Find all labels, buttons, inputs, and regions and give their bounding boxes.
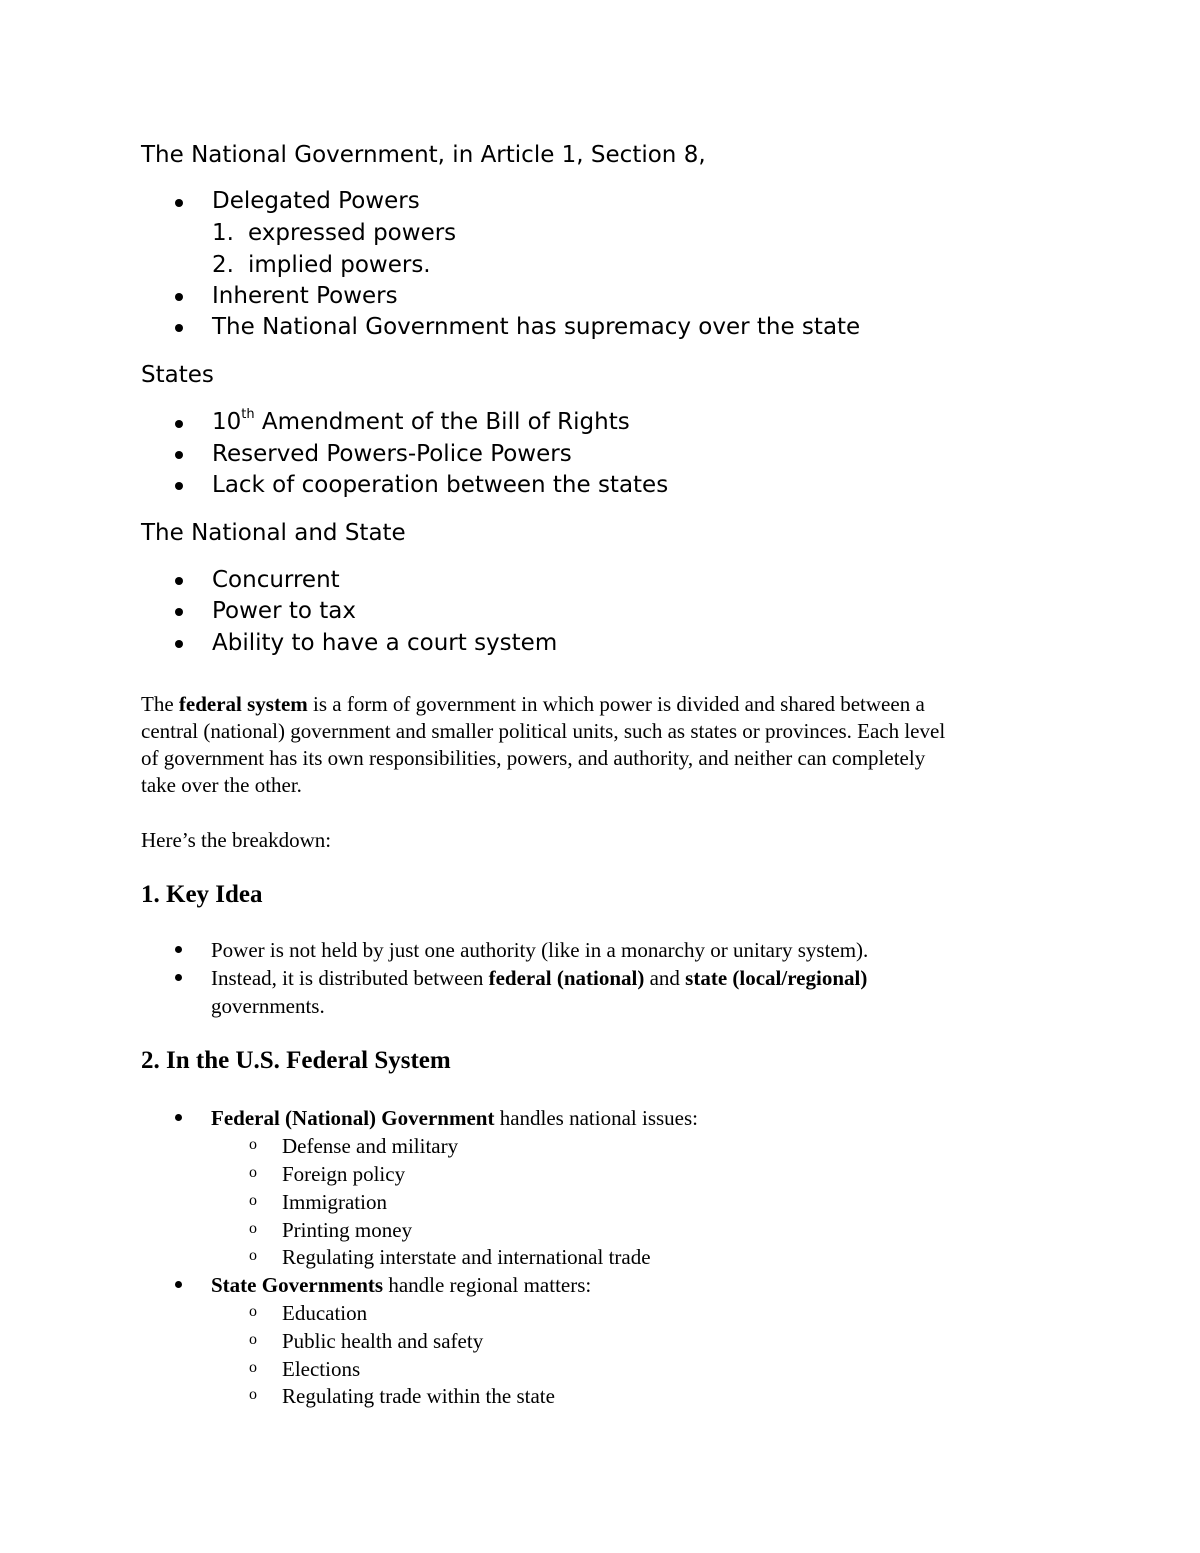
sub-list-item: Immigration	[282, 1190, 387, 1214]
sub-list-item: Elections	[282, 1357, 361, 1381]
circle-bullet-icon: o	[249, 1359, 257, 1376]
circle-bullet-icon: o	[249, 1136, 257, 1153]
list-item: The National Government has supremacy over the state	[212, 314, 861, 340]
list-item: Ability to have a court system	[212, 630, 558, 656]
bullet-icon	[175, 974, 182, 981]
circle-bullet-icon: o	[249, 1386, 257, 1403]
bullet-icon	[175, 482, 183, 490]
sub-list-item: Defense and military	[282, 1134, 459, 1158]
sub-list-item: Regulating interstate and international trade	[282, 1245, 651, 1269]
sub-list-item: Public health and safety	[282, 1329, 484, 1353]
circle-bullet-icon: o	[249, 1247, 257, 1264]
bullet-icon	[175, 199, 183, 207]
bullet-icon	[175, 608, 183, 616]
list-item: Power to tax	[212, 598, 356, 624]
bullet-icon	[175, 946, 182, 953]
section-title: States	[141, 362, 214, 388]
list-item: 10th Amendment of the Bill of Rights	[212, 407, 630, 435]
bullet-icon	[175, 1114, 182, 1121]
sub-list-item: Regulating trade within the state	[282, 1384, 555, 1408]
heading-us-federal-system: 2. In the U.S. Federal System	[141, 1047, 451, 1074]
circle-bullet-icon: o	[249, 1303, 257, 1320]
circle-bullet-icon: o	[249, 1192, 257, 1209]
list-item: Power is not held by just one authority (like in a monarchy or unitary system).	[211, 938, 869, 962]
list-item: Instead, it is distributed between federal (national) and state (local/regional)	[211, 966, 868, 990]
list-item: Inherent Powers	[212, 283, 398, 309]
sub-list-item: Foreign policy	[282, 1162, 406, 1186]
sub-list-item: Printing money	[282, 1218, 413, 1242]
list-item: Reserved Powers-Police Powers	[212, 441, 572, 467]
bullet-icon	[175, 293, 183, 301]
list-item: Federal (National) Government handles national issues:	[211, 1106, 699, 1130]
circle-bullet-icon: o	[249, 1164, 257, 1181]
paragraph-line: central (national) government and smaller political units, such as states or provinces. Each level	[141, 719, 946, 743]
bullet-icon	[175, 1281, 182, 1288]
list-item: Concurrent	[212, 567, 340, 593]
bullet-icon	[175, 640, 183, 648]
list-item: Lack of cooperation between the states	[212, 472, 669, 498]
list-item: State Governments handle regional matters:	[211, 1273, 592, 1297]
paragraph-line: of government has its own responsibilities, powers, and authority, and neither can completely	[141, 746, 926, 770]
list-item-continuation: governments.	[211, 994, 325, 1018]
bullet-icon	[175, 324, 183, 332]
bullet-icon	[175, 577, 183, 585]
bullet-icon	[175, 420, 183, 428]
heading-key-idea: 1. Key Idea	[141, 881, 263, 908]
paragraph-line: take over the other.	[141, 773, 302, 797]
circle-bullet-icon: o	[249, 1220, 257, 1237]
section1-intro: The National Government, in Article 1, Section 8,	[141, 142, 706, 168]
list-item: Delegated Powers	[212, 188, 420, 214]
paragraph-line: The federal system is a form of government in which power is divided and shared between a	[141, 692, 925, 716]
list-item: expressed powers	[248, 220, 457, 246]
bullet-icon	[175, 451, 183, 459]
list-item: implied powers.	[248, 252, 431, 278]
circle-bullet-icon: o	[249, 1331, 257, 1348]
list-item-number: 2.	[212, 252, 234, 278]
breakdown-text: Here’s the breakdown:	[141, 828, 332, 852]
sub-list-item: Education	[282, 1301, 368, 1325]
list-item-number: 1.	[212, 220, 234, 246]
section-title: The National and State	[141, 520, 406, 546]
